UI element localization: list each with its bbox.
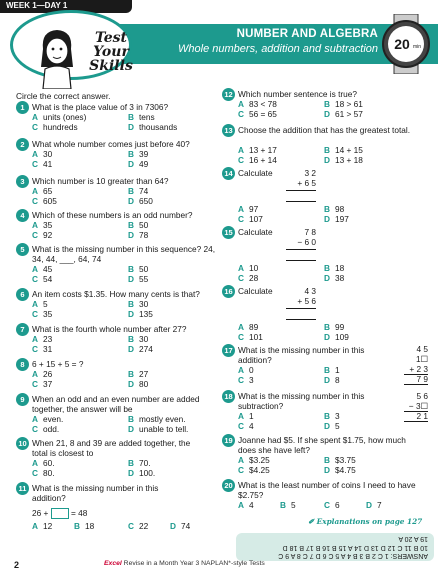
question-text: What is the least number of coins I need to have $2.75?	[238, 480, 416, 500]
option-a[interactable]: A 89	[238, 322, 259, 332]
option-c[interactable]: C odd.	[32, 424, 60, 434]
option-d[interactable]: D 135	[128, 309, 153, 319]
question-text: Which of these numbers is an odd number?	[32, 210, 193, 220]
section-title: NUMBER AND ALGEBRA	[236, 28, 378, 40]
option-b[interactable]: B 74	[128, 186, 149, 196]
option-a[interactable]: A 12	[32, 521, 53, 531]
option-b[interactable]: B 50	[128, 264, 149, 274]
option-b[interactable]: B 39	[128, 149, 149, 159]
timer-unit: min	[412, 44, 422, 50]
question-number: 2	[16, 138, 29, 151]
option-b[interactable]: B tens	[128, 112, 155, 122]
question-text: What is the missing number in this subtraction?	[238, 391, 365, 411]
option-c[interactable]: C 4	[238, 421, 254, 431]
option-a[interactable]: A 26	[32, 369, 53, 379]
option-a[interactable]: A 5	[32, 299, 48, 309]
option-c[interactable]: C 22	[128, 521, 149, 531]
upside-down-answers	[236, 533, 434, 561]
answers-line: 10 B 11 C 12 D 13 D 14 A 15 B 16 B 17 B 18 D	[282, 543, 428, 551]
option-d[interactable]: D 274	[128, 344, 153, 354]
question-text: What is the place value of 3 in 7306?	[32, 102, 169, 112]
question-text: An item costs $1.35. How many cents is that?	[32, 289, 200, 299]
question-number: 14	[222, 167, 235, 180]
option-d[interactable]: D 38	[324, 273, 345, 283]
question-text: Calculate	[238, 168, 273, 178]
question-number: 10	[16, 437, 29, 450]
option-d[interactable]: D 61 > 57	[324, 109, 363, 119]
badge-line-2: Your	[93, 44, 129, 60]
vertical-calculation: 4 3 + 5 6	[297, 286, 316, 306]
option-c[interactable]: C 41	[32, 159, 53, 169]
student-avatar-icon	[37, 27, 77, 89]
option-c[interactable]: C 31	[32, 344, 53, 354]
option-a[interactable]: A 83 < 78	[238, 99, 277, 109]
question-number: 4	[16, 209, 29, 222]
option-d[interactable]: D 109	[324, 332, 349, 342]
question-number: 5	[16, 243, 29, 256]
option-b[interactable]: B 1	[324, 365, 340, 375]
question-text: Joanne had $5. If she spent $1.75, how much does she have left?	[238, 435, 406, 455]
option-a[interactable]: A 60.	[32, 458, 55, 468]
option-d[interactable]: D thousands	[128, 122, 178, 132]
question-number: 19	[222, 434, 235, 447]
vertical-calculation: 4 5 1☐ + 2 3 7 9	[409, 344, 428, 384]
question-text: What is the missing number in this addition?	[32, 483, 159, 503]
option-d[interactable]: D 197	[324, 214, 349, 224]
option-a[interactable]: A 30	[32, 149, 53, 159]
calc-rule	[286, 260, 316, 261]
calc-rule	[286, 190, 316, 191]
option-c[interactable]: C 16 + 14	[238, 155, 277, 165]
option-a[interactable]: A 4	[238, 500, 254, 510]
option-b[interactable]: B $3.75	[324, 455, 356, 465]
question-number: 11	[16, 482, 29, 495]
question-text: When an odd and an even number are added together, the answer will be	[32, 394, 200, 414]
answers-line: ANSWERS: 1 C 2 B 3 B 4 A 5 C 6 D 7 C 8 A 9 C	[278, 552, 428, 559]
option-a[interactable]: A units (ones)	[32, 112, 87, 122]
option-d[interactable]: D 13 + 18	[324, 155, 363, 165]
option-d[interactable]: D 49	[128, 159, 149, 169]
vertical-calculation: 7 8 − 6 0	[297, 227, 316, 247]
option-c[interactable]: C 107	[238, 214, 263, 224]
question-number: 15	[222, 226, 235, 239]
option-a[interactable]: A 97	[238, 204, 259, 214]
section-subtitle: Whole numbers, addition and subtraction	[178, 43, 378, 55]
option-b[interactable]: B 30	[128, 299, 149, 309]
option-d[interactable]: D 8	[324, 375, 340, 385]
option-b[interactable]: B 14 + 15	[324, 145, 363, 155]
option-d[interactable]: D 74	[170, 521, 191, 531]
option-a[interactable]: A even.	[32, 414, 64, 424]
option-d[interactable]: D unable to tell.	[128, 424, 189, 434]
calc-rule	[404, 421, 428, 422]
answers-line: 19 A 20 A	[398, 535, 428, 543]
question-text: What is the missing number in this addition?	[238, 345, 365, 365]
question-text: What is the fourth whole number after 27?	[32, 324, 187, 334]
option-a[interactable]: A $3.25	[238, 455, 270, 465]
option-a[interactable]: A 65	[32, 186, 53, 196]
question-text: What is the missing number in this sequence? 24, 34, 44, ___, 64, 74	[32, 244, 216, 264]
option-c[interactable]: C 605	[32, 196, 57, 206]
option-b[interactable]: B 18	[74, 521, 95, 531]
question-number: 8	[16, 358, 29, 371]
option-c[interactable]: C 54	[32, 274, 53, 284]
answer-blank-box[interactable]	[51, 508, 69, 519]
option-c[interactable]: C 35	[32, 309, 53, 319]
question-number: 9	[16, 393, 29, 406]
option-c[interactable]: C 6	[324, 500, 340, 510]
option-c[interactable]: C 3	[238, 375, 254, 385]
explanations-link[interactable]: ✐ Explanations on page 127	[308, 517, 423, 526]
question-number: 16	[222, 285, 235, 298]
option-b[interactable]: B 50	[128, 220, 149, 230]
vertical-calculation: 5 6 − 3☐ 2 1	[408, 391, 428, 421]
equation: 26 + = 48	[32, 508, 88, 518]
question-text: Calculate	[238, 286, 273, 296]
option-c[interactable]: C hundreds	[32, 122, 78, 132]
test-your-skills-badge	[10, 10, 132, 80]
question-number: 3	[16, 175, 29, 188]
calc-rule	[286, 308, 316, 309]
calc-rule	[404, 411, 428, 412]
stopwatch-icon	[380, 14, 432, 74]
timer-value: 20	[394, 36, 410, 52]
option-a[interactable]: A 1	[238, 411, 254, 421]
question-number: 12	[222, 88, 235, 101]
option-d[interactable]: D 78	[128, 230, 149, 240]
badge-line-3: Skills	[89, 58, 133, 74]
option-b[interactable]: B 3	[324, 411, 340, 421]
option-d[interactable]: D 650	[128, 196, 153, 206]
option-b[interactable]: B mostly even.	[128, 414, 186, 424]
calc-rule	[404, 384, 428, 385]
option-d[interactable]: D 55	[128, 274, 149, 284]
calc-rule	[286, 249, 316, 250]
option-a[interactable]: A 10	[238, 263, 259, 273]
question-text: What whole number comes just before 40?	[32, 139, 190, 149]
option-b[interactable]: B 18 > 61	[324, 99, 363, 109]
question-text: Which number is 10 greater than 64?	[32, 176, 169, 186]
question-number: 13	[222, 124, 235, 137]
option-c[interactable]: C 56 = 65	[238, 109, 277, 119]
option-c[interactable]: C 37	[32, 379, 53, 389]
option-c[interactable]: C $4.25	[238, 465, 270, 475]
option-c[interactable]: C 80.	[32, 468, 55, 478]
question-number: 1	[16, 101, 29, 114]
question-text: Calculate	[238, 227, 273, 237]
option-b[interactable]: B 30	[128, 334, 149, 344]
question-number: 20	[222, 479, 235, 492]
question-text: 6 + 15 + 5 = ?	[32, 359, 84, 369]
option-a[interactable]: A 45	[32, 264, 53, 274]
question-text: Which number sentence is true?	[238, 89, 357, 99]
calc-rule	[286, 319, 316, 320]
question-number: 18	[222, 390, 235, 403]
question-number: 7	[16, 323, 29, 336]
footer-credit: Excel Revise in a Month Year 3 NAPLAN*-style Tests	[104, 560, 265, 567]
question-number: 6	[16, 288, 29, 301]
option-c[interactable]: C 28	[238, 273, 259, 283]
option-b[interactable]: B 5	[280, 500, 296, 510]
question-text: When 21, 8 and 39 are added together, the total is closest to	[32, 438, 191, 458]
calc-rule	[404, 374, 428, 375]
option-b[interactable]: B 70.	[128, 458, 151, 468]
calc-rule	[286, 201, 316, 202]
option-c[interactable]: C 92	[32, 230, 53, 240]
option-d[interactable]: D 5	[324, 421, 340, 431]
option-b[interactable]: B 27	[128, 369, 149, 379]
option-d[interactable]: D $4.75	[324, 465, 356, 475]
vertical-calculation: 3 2 + 6 5	[297, 168, 316, 188]
option-a[interactable]: A 23	[32, 334, 53, 344]
question-number: 17	[222, 344, 235, 357]
option-d[interactable]: D 100.	[128, 468, 156, 478]
option-b[interactable]: B 98	[324, 204, 345, 214]
question-text: Choose the addition that has the greatest total.	[238, 125, 411, 135]
badge-line-1: Test	[94, 30, 128, 46]
option-c[interactable]: C 101	[238, 332, 263, 342]
instruction: Circle the correct answer.	[16, 91, 111, 101]
option-b[interactable]: B 18	[324, 263, 345, 273]
option-a[interactable]: A 35	[32, 220, 53, 230]
option-a[interactable]: A 0	[238, 365, 254, 375]
option-a[interactable]: A 13 + 17	[238, 145, 277, 155]
option-d[interactable]: D 80	[128, 379, 149, 389]
page-number: 2	[14, 560, 20, 570]
option-d[interactable]: D 7	[366, 500, 382, 510]
week-tab: WEEK 1—DAY 1	[0, 0, 132, 13]
option-b[interactable]: B 99	[324, 322, 345, 332]
